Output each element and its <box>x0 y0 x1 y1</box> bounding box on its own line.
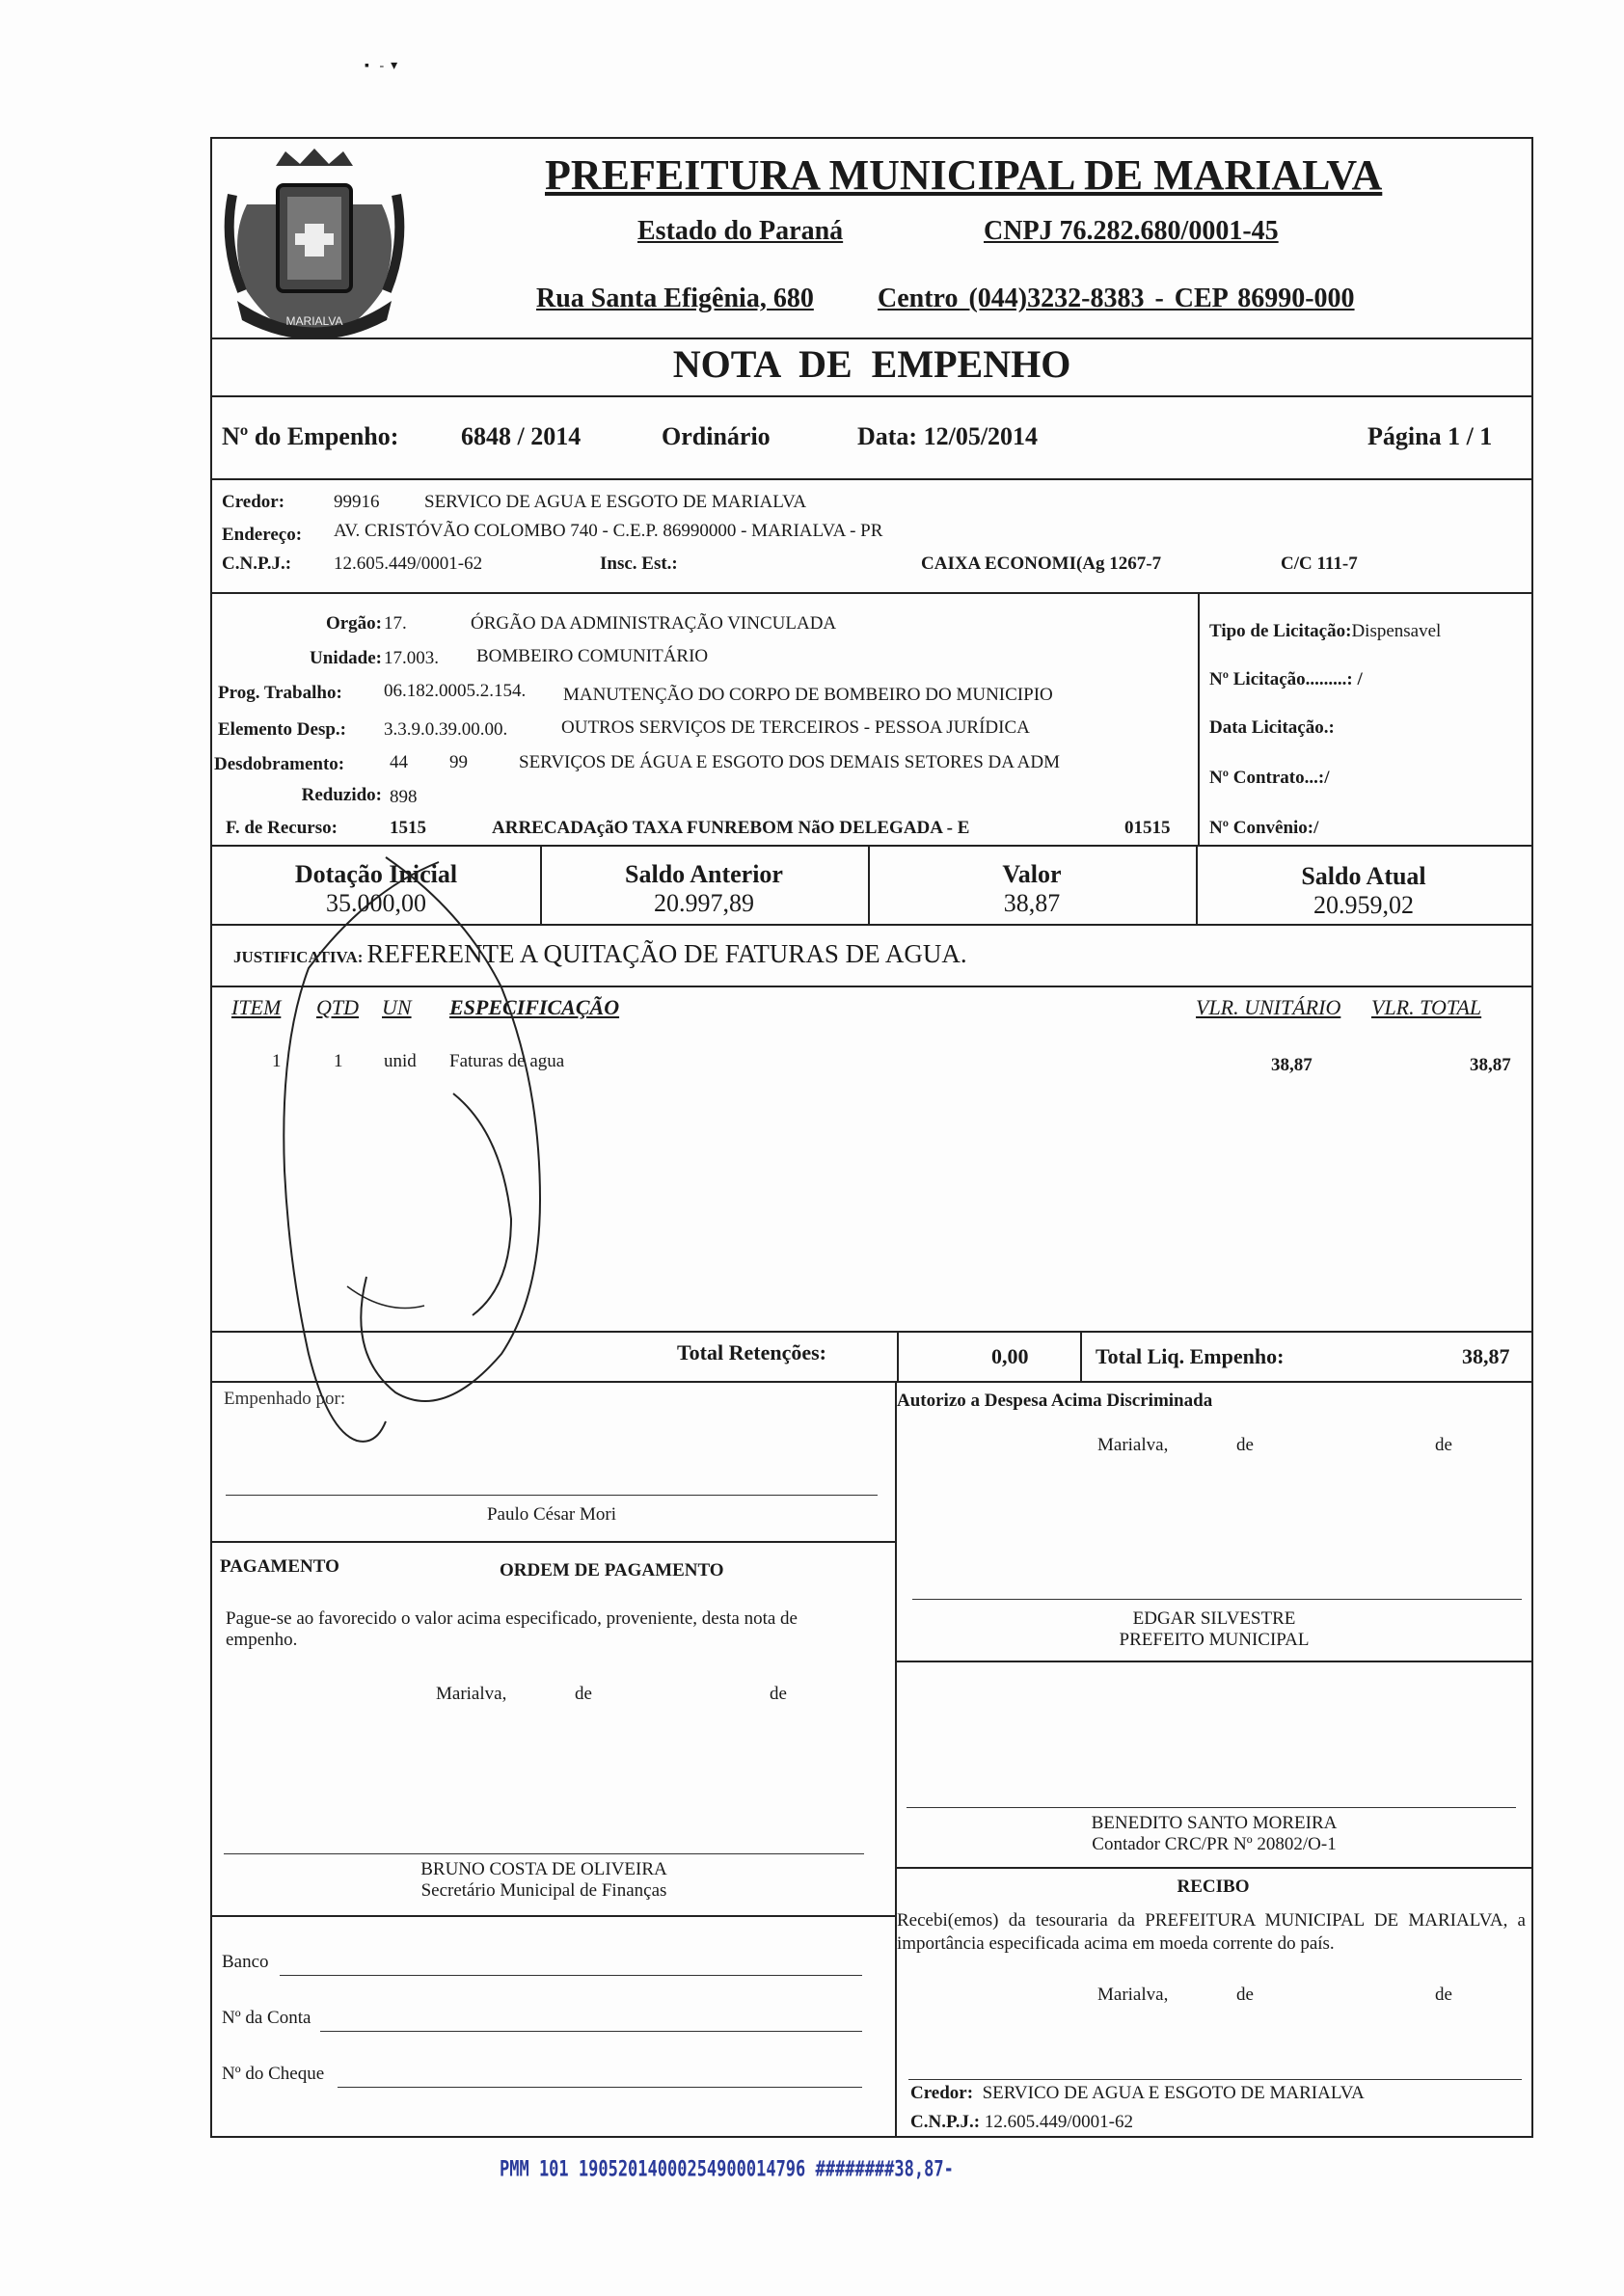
pagamento-city: Marialva, <box>436 1684 507 1704</box>
recibo-de1: de <box>1236 1985 1254 2005</box>
n-convenio: Nº Convênio:/ <box>1209 818 1319 838</box>
saldo-atual-value: 20.959,02 <box>1313 891 1414 919</box>
row-total: 38,87 <box>1470 1055 1511 1075</box>
orgao-code: 17. <box>384 613 407 634</box>
credor-code: 99916 <box>334 492 380 512</box>
pagamento-de1: de <box>575 1684 592 1704</box>
credor-bank: CAIXA ECONOMI(Ag 1267-7 <box>921 554 1162 574</box>
row-item: 1 <box>272 1051 282 1071</box>
valor-value: 38,87 <box>1003 889 1061 917</box>
header-state: Estado do Paraná <box>637 216 844 246</box>
insc-label: Insc. Est.: <box>600 554 678 574</box>
empenhado-label: Empenhado por: <box>224 1389 346 1409</box>
cnpj-label: C.N.P.J.: <box>222 554 292 574</box>
recurso-name: ARRECADAçãO TAXA FUNREBOM NãO DELEGADA - E <box>492 818 970 838</box>
pagamento-label: PAGAMENTO <box>220 1556 339 1577</box>
recibo-credor: Credor: SERVICO DE AGUA E ESGOTO DE MARIALVA <box>910 2083 1365 2103</box>
nota-empenho-form <box>210 137 1533 2138</box>
autorizo-de1: de <box>1236 1435 1254 1455</box>
row-qtd: 1 <box>334 1051 343 1071</box>
saldo-atual-label: Saldo Atual <box>1301 862 1426 890</box>
empenhado-signer: Paulo César Mori <box>486 1504 617 1525</box>
tipo-licitacao: Tipo de Licitação:Dispensavel <box>1209 621 1442 641</box>
row-un: unid <box>384 1051 417 1071</box>
unidade-name: BOMBEIRO COMUNITÁRIO <box>476 646 709 666</box>
unidade-code: 17.003. <box>384 648 439 668</box>
recibo-label: RECIBO <box>1177 1877 1250 1897</box>
svg-text:MARIALVA: MARIALVA <box>285 314 343 328</box>
prog-code: 06.182.0005.2.154. <box>384 681 527 701</box>
elemento-code: 3.3.9.0.39.00.00. <box>384 719 508 740</box>
doc-title: NOTA DE EMPENHO <box>672 342 1071 386</box>
conta-label: Nº da Conta <box>222 2008 311 2028</box>
elemento-label: Elemento Desp.: <box>218 719 346 740</box>
n-licitacao: Nº Licitação.........: / <box>1209 669 1363 689</box>
row-unit: 38,87 <box>1271 1055 1313 1075</box>
credor-address: AV. CRISTÓVÃO COLOMBO 740 - C.E.P. 86990000 - MARIALVA - PR <box>334 521 883 541</box>
header-title: PREFEITURA MUNICIPAL DE MARIALVA <box>545 151 1383 199</box>
scan-marks: ▪ - ▾ <box>365 59 398 73</box>
empenho-date: Data: 12/05/2014 <box>857 422 1039 450</box>
pagamento-role: Secretário Municipal de Finanças <box>420 1880 667 1901</box>
empenho-number: 6848 / 2014 <box>461 422 582 450</box>
desdobramento-label: Desdobramento: <box>214 754 345 774</box>
pagamento-text: Pague-se ao favorecido o valor acima especificado, proveniente, desta nota de empenho. <box>226 1608 798 1650</box>
elemento-name: OUTROS SERVIÇOS DE TERCEIROS - PESSOA JURÍDICA <box>561 717 1030 738</box>
col-unit: VLR. UNITÁRIO <box>1196 995 1341 1019</box>
autorizo-de2: de <box>1435 1435 1452 1455</box>
n-contrato: Nº Contrato...:/ <box>1209 768 1330 788</box>
saldo-anterior-value: 20.997,89 <box>654 889 754 917</box>
row-spec: Faturas de agua <box>449 1051 565 1071</box>
recurso-code: 1515 <box>390 818 426 838</box>
header-cnpj: CNPJ 76.282.680/0001-45 <box>984 216 1279 246</box>
liq-value: 38,87 <box>1462 1344 1510 1368</box>
prog-name: MANUTENÇÃO DO CORPO DE BOMBEIRO DO MUNICIPIO <box>563 685 1053 705</box>
banco-field[interactable] <box>280 1975 862 1976</box>
empenho-label: Nº do Empenho: <box>222 422 399 450</box>
recibo-city: Marialva, <box>1097 1985 1169 2005</box>
header-street: Rua Santa Efigênia, 680 <box>536 284 814 313</box>
autorizo-label: Autorizo a Despesa Acima Discriminada <box>897 1391 1213 1411</box>
orgao-label: Orgão: <box>325 613 382 634</box>
recurso-code2: 01515 <box>1124 818 1171 838</box>
credor-name: SERVICO DE AGUA E ESGOTO DE MARIALVA <box>424 492 807 512</box>
recibo-text: Recebi(emos) da tesouraria da PREFEITURA MUNICIPAL DE MARIALVA, a importância especificada acima em moeda corrente do país. <box>897 1910 1526 1954</box>
recibo-de2: de <box>1435 1985 1452 2005</box>
liq-label: Total Liq. Empenho: <box>1096 1344 1285 1368</box>
col-total: VLR. TOTAL <box>1371 995 1482 1019</box>
credor-cnpj: 12.605.449/0001-62 <box>334 554 483 574</box>
cheque-label: Nº do Cheque <box>222 2064 325 2084</box>
orgao-name: ÓRGÃO DA ADMINISTRAÇÃO VINCULADA <box>471 613 837 634</box>
pagamento-signer: BRUNO COSTA DE OLIVEIRA <box>420 1859 667 1879</box>
col-spec: ESPECIFICAÇÃO <box>449 995 620 1019</box>
coat-of-arms-logo <box>218 147 411 349</box>
cheque-field[interactable] <box>338 2087 862 2088</box>
credor-account: C/C 111-7 <box>1281 554 1358 574</box>
desdobramento-name: SERVIÇOS DE ÁGUA E ESGOTO DOS DEMAIS SETORES DA ADM <box>519 752 1060 772</box>
recibo-cnpj: C.N.P.J.: 12.605.449/0001-62 <box>910 2112 1133 2132</box>
banco-label: Banco <box>222 1952 269 1972</box>
autorizo-signer: EDGAR SILVESTRE <box>1132 1608 1296 1629</box>
contador-signer: BENEDITO SANTO MOREIRA <box>1091 1813 1338 1833</box>
pagamento-de2: de <box>770 1684 787 1704</box>
header-address: Centro (044)3232-8383 - CEP 86990-000 <box>878 284 1355 313</box>
empenho-page: Página 1 / 1 <box>1367 422 1493 450</box>
autorizo-role: PREFEITO MUNICIPAL <box>1119 1630 1310 1650</box>
reduzido-value: 898 <box>390 787 418 807</box>
col-un: UN <box>382 995 412 1019</box>
desdobramento-code2: 99 <box>449 752 468 772</box>
address-label: Endereço: <box>222 525 303 545</box>
retencoes-label: Total Retenções: <box>677 1340 826 1364</box>
dotacao-value: 35.000,00 <box>326 889 426 917</box>
desdobramento-code1: 44 <box>390 752 408 772</box>
contador-role: Contador CRC/PR Nº 20802/O-1 <box>1092 1834 1337 1854</box>
col-item: ITEM <box>231 995 282 1019</box>
retencoes-value: 0,00 <box>991 1344 1029 1368</box>
justificativa: JUSTIFICATIVA: REFERENTE A QUITAÇÃO DE FATURAS DE AGUA. <box>233 939 967 968</box>
recurso-label: F. de Recurso: <box>226 818 338 838</box>
data-licitacao: Data Licitação.: <box>1209 717 1335 738</box>
reduzido-label: Reduzido: <box>301 785 382 805</box>
ordem-pagamento-label: ORDEM DE PAGAMENTO <box>500 1560 724 1580</box>
credor-label: Credor: <box>222 492 285 512</box>
autorizo-city: Marialva, <box>1097 1435 1169 1455</box>
payment-stamp: PMM 101 19052014000254900014796 ########38,87- <box>500 2157 954 2182</box>
dotacao-label: Dotação Inicial <box>294 860 458 888</box>
unidade-label: Unidade: <box>310 648 382 668</box>
conta-field[interactable] <box>320 2031 862 2032</box>
col-qtd: QTD <box>316 995 360 1019</box>
valor-label: Valor <box>1002 860 1062 888</box>
empenho-type: Ordinário <box>662 422 771 450</box>
saldo-anterior-label: Saldo Anterior <box>625 860 783 888</box>
prog-label: Prog. Trabalho: <box>218 683 342 703</box>
